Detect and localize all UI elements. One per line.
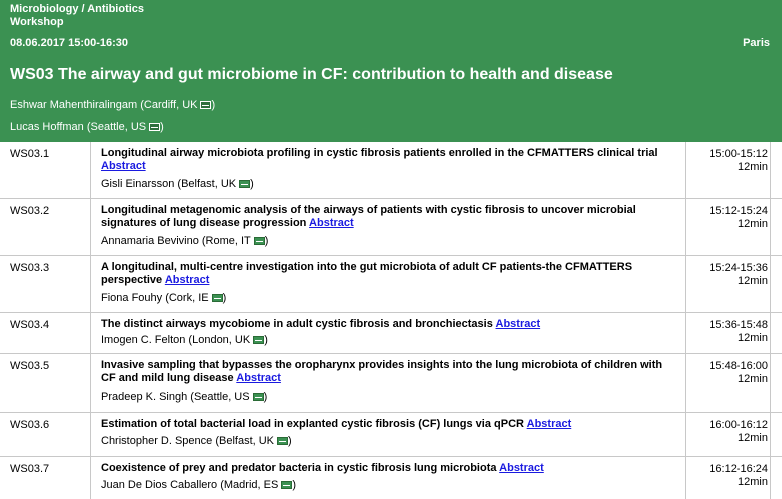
chair-name: Lucas Hoffman (Seattle, US: [10, 121, 147, 133]
presentation-code: WS03.3: [10, 262, 50, 274]
abstract-link[interactable]: Abstract: [101, 160, 146, 172]
presentation-title: A longitudinal, multi-centre investigation into the gut microbiota of adult CF patients-the CFMATTERS perspective Abstract: [101, 261, 633, 286]
presentation-title: Invasive sampling that bypasses the oropharynx provides insights into the lung microbiota of children with CF and mild lung disease Abstract: [101, 359, 663, 384]
email-icon[interactable]: [281, 481, 292, 489]
session-datetime: 08.06.2017 15:00-16:30: [10, 37, 129, 49]
session-type-label: Workshop: [10, 16, 64, 28]
time-slot: 15:48-16:00 12min: [709, 360, 768, 385]
presenter: Fiona Fouhy (Cork, IE ): [101, 292, 227, 304]
abstract-link[interactable]: Abstract: [526, 418, 572, 430]
table-row: [0, 413, 782, 457]
time-slot: 15:00-15:12 12min: [709, 148, 768, 173]
presentation-code: WS03.1: [10, 148, 50, 160]
session-title: WS03 The airway and gut microbiome in CF: contribution to health and disease: [10, 66, 613, 83]
presenter: Imogen C. Felton (London, UK ): [101, 334, 268, 346]
time-slot: 15:24-15:36 12min: [709, 262, 768, 287]
email-icon[interactable]: [253, 336, 264, 344]
table-row: [0, 256, 782, 313]
time-slot: 16:12-16:24 12min: [709, 463, 768, 488]
time-slot: 15:36-15:48 12min: [709, 319, 768, 344]
email-icon[interactable]: [212, 294, 223, 302]
chair-name: Eshwar Mahenthiralingam (Cardiff, UK: [10, 99, 198, 111]
presentation-code: WS03.2: [10, 205, 50, 217]
presenter: Juan De Dios Caballero (Madrid, ES ): [101, 479, 296, 491]
time-slot: 16:00-16:12 12min: [709, 419, 768, 444]
email-icon[interactable]: [239, 180, 250, 188]
presentation-title: Estimation of total bacterial load in explanted cystic fibrosis (CF) lungs via qPCR Abstract: [101, 418, 572, 430]
presenter: Gisli Einarsson (Belfast, UK ): [101, 178, 254, 190]
presentation-code: WS03.4: [10, 319, 50, 331]
email-icon[interactable]: [200, 101, 211, 109]
presenter: Pradeep K. Singh (Seattle, US ): [101, 391, 268, 403]
presentation-title: Coexistence of prey and predator bacteria in cystic fibrosis lung microbiota Abstract: [101, 462, 544, 474]
presentation-title: Longitudinal metagenomic analysis of the airways of patients with cystic fibrosis to uncover microbial signatures of lung disease progression Abstract: [101, 204, 636, 229]
table-row: [0, 457, 782, 499]
abstract-link[interactable]: Abstract: [499, 462, 544, 474]
presenter: Annamaria Bevivino (Rome, IT ): [101, 235, 269, 247]
email-icon[interactable]: [254, 237, 265, 245]
presenter: Christopher D. Spence (Belfast, UK ): [101, 435, 292, 447]
session-header: [0, 0, 782, 142]
abstract-link[interactable]: Abstract: [309, 217, 354, 229]
category-label: Microbiology / Antibiotics: [10, 3, 145, 15]
presentation-code: WS03.7: [10, 463, 50, 475]
table-row: [0, 313, 782, 354]
abstract-link[interactable]: Abstract: [495, 318, 541, 330]
session-category: [10, 3, 144, 29]
email-icon[interactable]: [149, 123, 160, 131]
chair-entry: Lucas Hoffman (Seattle, US ): [10, 121, 164, 133]
email-icon[interactable]: [277, 437, 288, 445]
time-slot: 15:12-15:24 12min: [709, 205, 768, 230]
session-city: Paris: [743, 37, 770, 49]
presentation-code: WS03.5: [10, 360, 50, 372]
email-icon[interactable]: [253, 393, 264, 401]
chair-entry: Eshwar Mahenthiralingam (Cardiff, UK ): [10, 99, 216, 111]
presentation-title: Longitudinal airway microbiota profiling in cystic fibrosis patients enrolled in the CFMATTERS clinical trial Abstract: [101, 147, 658, 172]
table-row: [0, 354, 782, 413]
abstract-link[interactable]: Abstract: [236, 372, 281, 384]
table-row: [0, 142, 782, 199]
abstract-link[interactable]: Abstract: [164, 274, 210, 286]
presentation-code: WS03.6: [10, 419, 50, 431]
table-row: [0, 199, 782, 256]
presentation-title: The distinct airways mycobiome in adult cystic fibrosis and bronchiectasis Abstract: [101, 318, 541, 330]
